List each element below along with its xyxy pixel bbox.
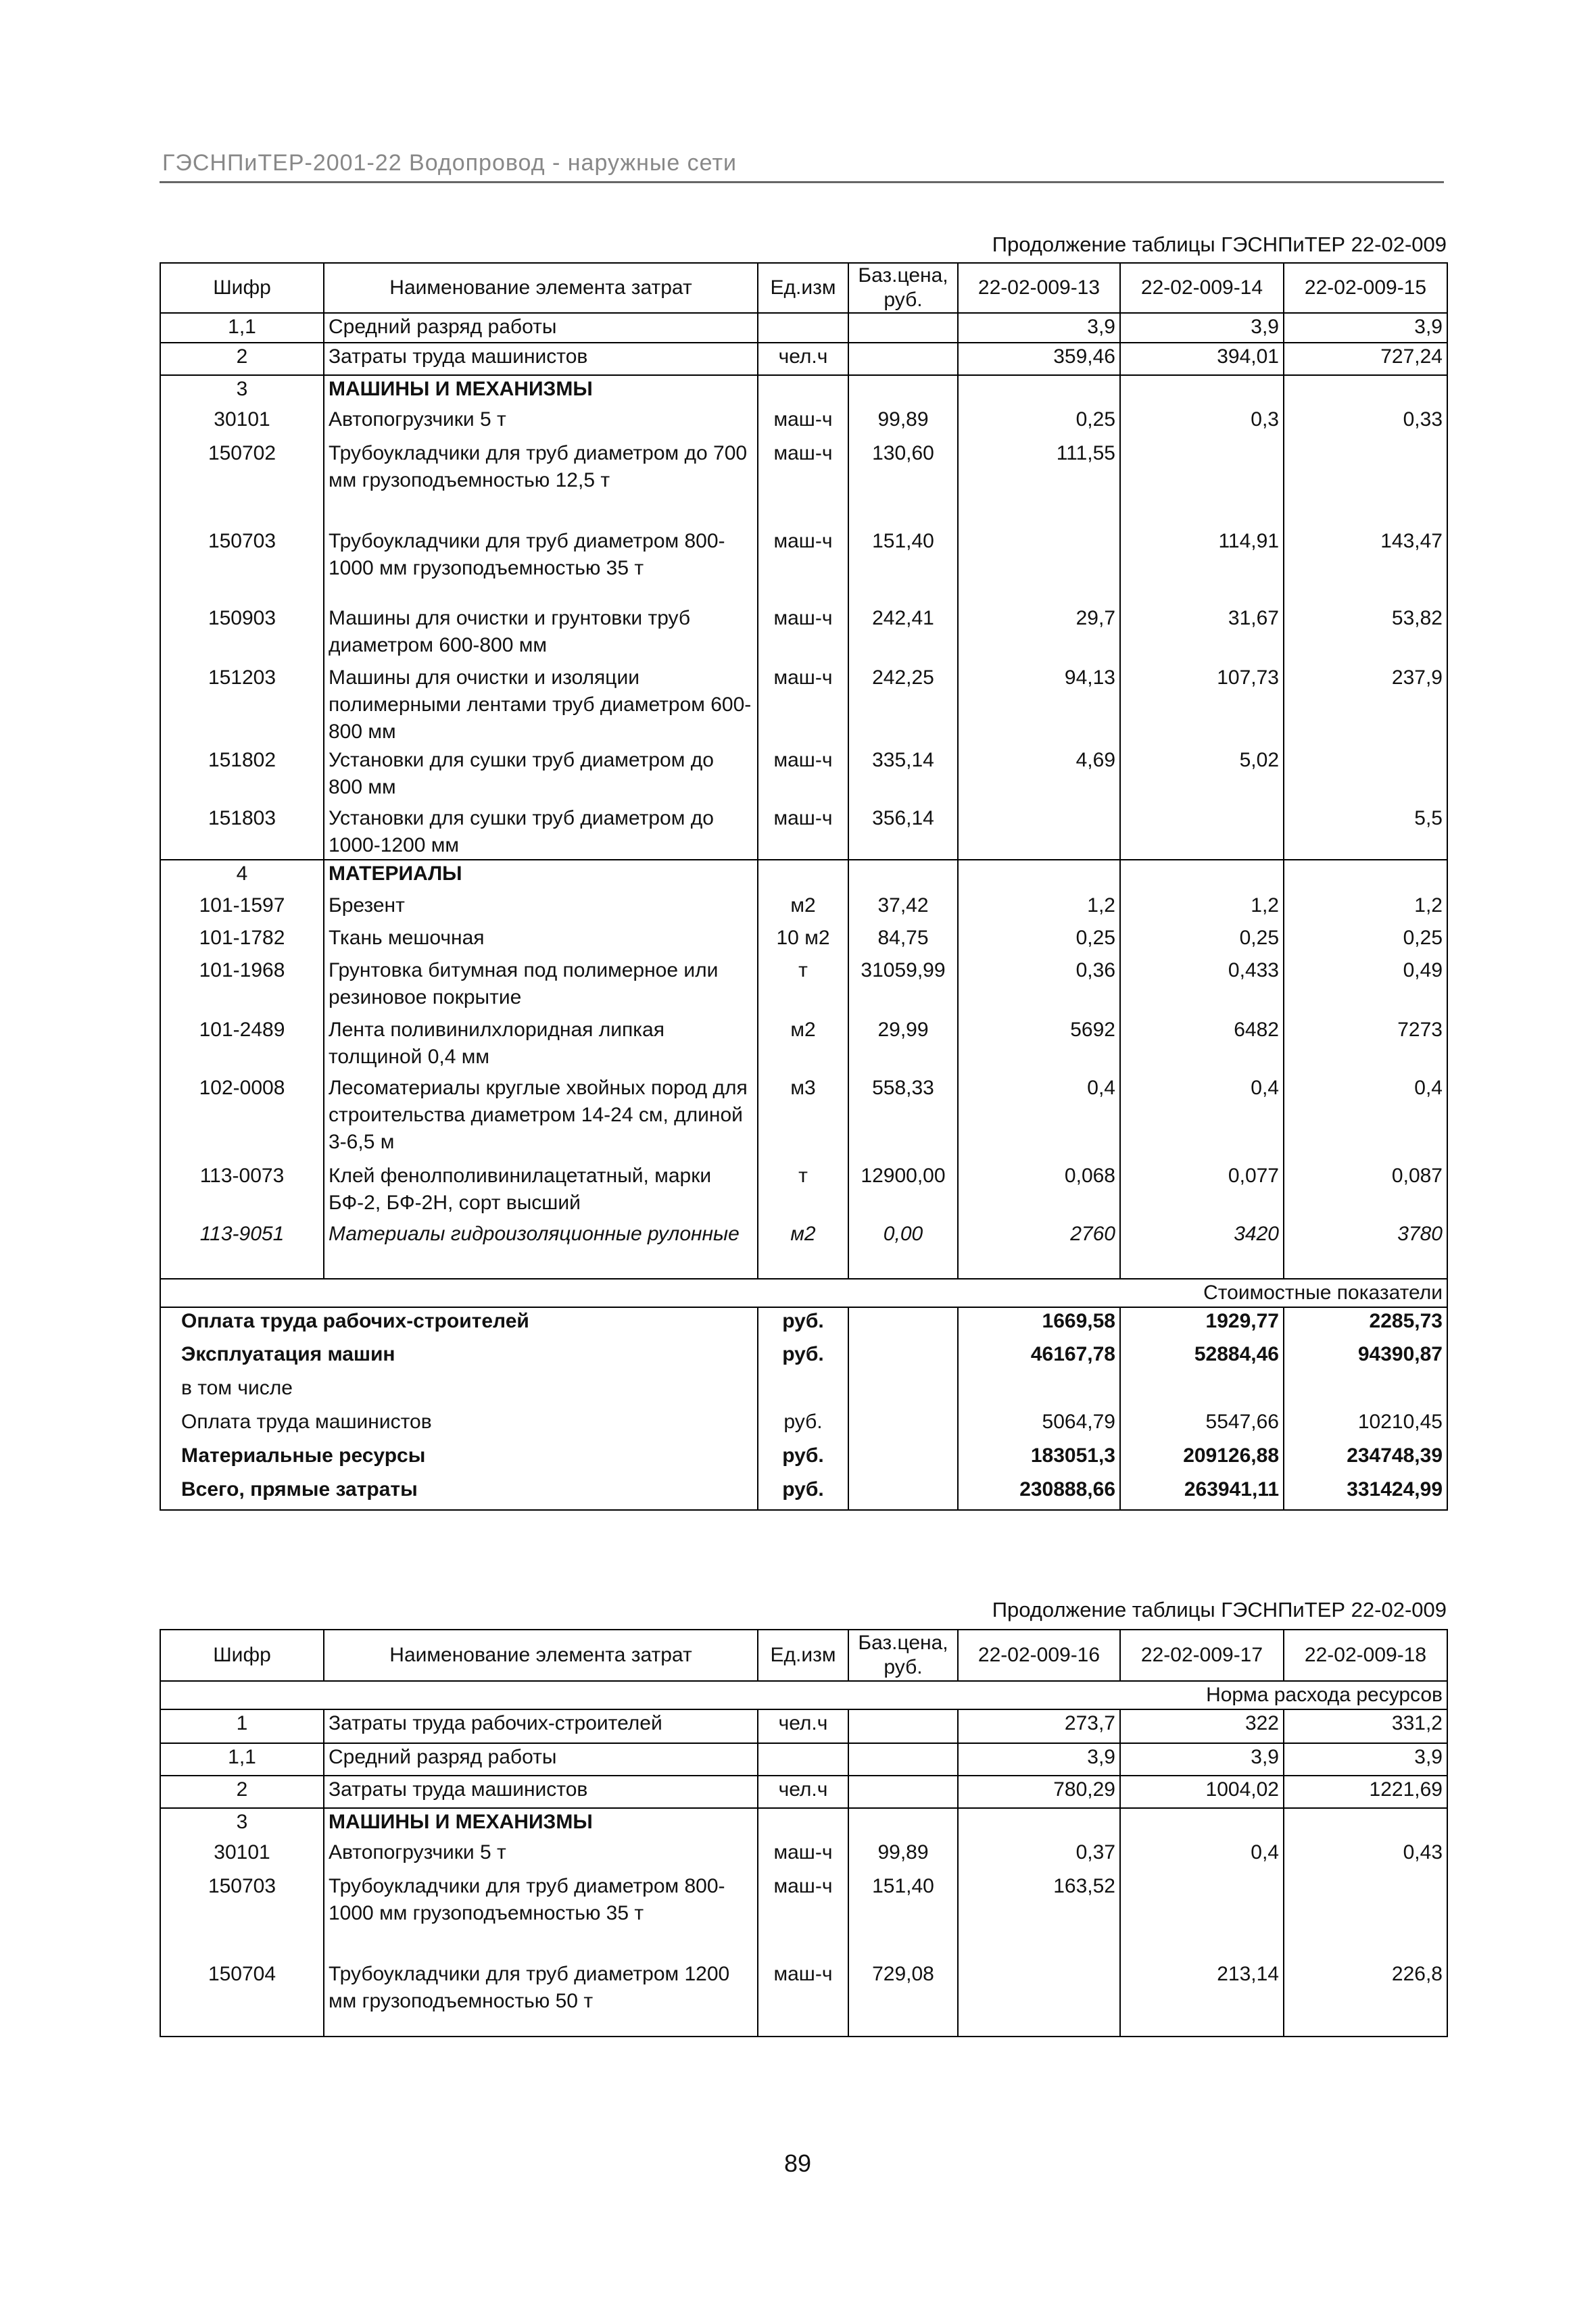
table-cell: МАТЕРИАЛЫ — [324, 860, 758, 892]
table-cell: 114,91 — [1120, 528, 1284, 605]
summary-cell — [848, 1307, 958, 1341]
table-cell: 1221,69 — [1284, 1776, 1447, 1808]
table-cell: 150703 — [160, 1873, 324, 1961]
table-cell: 3420 — [1120, 1221, 1284, 1279]
summary-cell: руб. — [758, 1409, 848, 1442]
table-cell: 101-1968 — [160, 957, 324, 1017]
summary-cell — [758, 1375, 848, 1409]
table-cell — [848, 375, 958, 406]
table-cell: Средний разряд работы — [324, 313, 758, 343]
table-cell: 237,9 — [1284, 664, 1447, 747]
table-cell: 5,5 — [1284, 805, 1447, 860]
table1 — [160, 262, 1448, 1511]
summary-row — [160, 1341, 1447, 1375]
table-cell: 4,69 — [958, 747, 1120, 805]
table-cell: Затраты труда машинистов — [324, 343, 758, 375]
table-row — [160, 747, 1447, 805]
table-cell: Установки для сушки труб диаметром до 1000-1200 мм — [324, 805, 758, 860]
table-cell: маш-ч — [758, 406, 848, 440]
table-row — [160, 1808, 1447, 1839]
table-cell: Затраты труда рабочих-строителей — [324, 1709, 758, 1743]
table-cell — [848, 343, 958, 375]
table-cell: 143,47 — [1284, 528, 1447, 605]
table-cell: 5692 — [958, 1017, 1120, 1075]
summary-cell: руб. — [758, 1307, 848, 1341]
table-cell: м2 — [758, 1221, 848, 1279]
cost-note: Стоимостные показатели — [160, 1279, 1447, 1307]
table-row — [160, 1839, 1447, 1873]
table-cell: 7273 — [1284, 1017, 1447, 1075]
summary-cell: 209126,88 — [1120, 1442, 1284, 1476]
summary-cell: 46167,78 — [958, 1341, 1120, 1375]
table-cell: 150704 — [160, 1961, 324, 2037]
table-row — [160, 664, 1447, 747]
table-cell: 102-0008 — [160, 1075, 324, 1163]
table-cell: 1004,02 — [1120, 1776, 1284, 1808]
table-cell: Трубоукладчики для труб диаметром 800-1000 мм грузоподъемностью 35 т — [324, 528, 758, 605]
column-header: 22-02-009-13 — [958, 263, 1120, 313]
summary-row — [160, 1442, 1447, 1476]
table-row — [160, 528, 1447, 605]
table-row — [160, 1709, 1447, 1743]
column-header: Шифр — [160, 263, 324, 313]
table-cell: 0,433 — [1120, 957, 1284, 1017]
summary-label: Всего, прямые затраты — [160, 1476, 758, 1510]
summary-label: Материальные ресурсы — [160, 1442, 758, 1476]
summary-cell — [1120, 1375, 1284, 1409]
column-header: Баз.цена, руб. — [848, 263, 958, 313]
norm-note: Норма расхода ресурсов — [160, 1681, 1447, 1709]
table-cell: 0,068 — [958, 1163, 1120, 1221]
table-cell: 6482 — [1120, 1017, 1284, 1075]
table-cell: 1,1 — [160, 313, 324, 343]
table-cell — [1120, 375, 1284, 406]
summary-cell — [848, 1409, 958, 1442]
summary-cell — [848, 1442, 958, 1476]
column-header: Ед.изм — [758, 263, 848, 313]
table-cell: Брезент — [324, 892, 758, 925]
table-cell: 12900,00 — [848, 1163, 958, 1221]
table-cell — [958, 1961, 1120, 2037]
document-header: ГЭСНПиТЕР-2001-22 Водопровод - наружные сети — [162, 150, 737, 176]
table-cell: 3,9 — [1284, 1743, 1447, 1776]
summary-cell — [1284, 1375, 1447, 1409]
table-cell — [1284, 747, 1447, 805]
summary-cell: 234748,39 — [1284, 1442, 1447, 1476]
table-cell: 111,55 — [958, 440, 1120, 528]
table-cell — [758, 1743, 848, 1776]
table-cell: 0,43 — [1284, 1839, 1447, 1873]
table-cell — [758, 1808, 848, 1839]
table-cell: 727,24 — [1284, 343, 1447, 375]
table-cell: т — [758, 957, 848, 1017]
table-cell: 1 — [160, 1709, 324, 1743]
table-cell: 0,36 — [958, 957, 1120, 1017]
table-cell: 273,7 — [958, 1709, 1120, 1743]
table-cell: 3 — [160, 375, 324, 406]
table-cell: 322 — [1120, 1709, 1284, 1743]
table2 — [160, 1629, 1448, 2037]
table-cell: 30101 — [160, 1839, 324, 1873]
table-cell: 99,89 — [848, 406, 958, 440]
table-row — [160, 925, 1447, 957]
table-cell: 101-1597 — [160, 892, 324, 925]
table-cell: 151802 — [160, 747, 324, 805]
table-cell: 130,60 — [848, 440, 958, 528]
page-number: 89 — [783, 2149, 812, 2177]
column-header: Наименование элемента затрат — [324, 263, 758, 313]
table-cell: Установки для сушки труб диаметром до 800 мм — [324, 747, 758, 805]
table-cell — [1284, 1808, 1447, 1839]
table-cell: 151,40 — [848, 528, 958, 605]
table1-caption: Продолжение таблицы ГЭСНПиТЕР 22-02-009 — [992, 233, 1447, 256]
table-cell: МАШИНЫ И МЕХАНИЗМЫ — [324, 1808, 758, 1839]
column-header: 22-02-009-18 — [1284, 1630, 1447, 1681]
table-cell: 0,25 — [958, 925, 1120, 957]
summary-cell: 263941,11 — [1120, 1476, 1284, 1510]
table-cell: 3 — [160, 1808, 324, 1839]
table-row — [160, 1961, 1447, 2037]
table-cell: м3 — [758, 1075, 848, 1163]
table-row — [160, 892, 1447, 925]
summary-cell: 52884,46 — [1120, 1341, 1284, 1375]
table-cell: 242,25 — [848, 664, 958, 747]
table-cell: 2 — [160, 343, 324, 375]
table-row — [160, 1873, 1447, 1961]
table-cell: 10 м2 — [758, 925, 848, 957]
table-cell: 163,52 — [958, 1873, 1120, 1961]
table-row — [160, 1743, 1447, 1776]
table-cell: 151803 — [160, 805, 324, 860]
table-cell — [1120, 805, 1284, 860]
table-row — [160, 805, 1447, 860]
summary-cell: 230888,66 — [958, 1476, 1120, 1510]
table-cell: 0,33 — [1284, 406, 1447, 440]
summary-label: Эксплуатация машин — [160, 1341, 758, 1375]
table-cell: чел.ч — [758, 343, 848, 375]
summary-cell: 10210,45 — [1284, 1409, 1447, 1442]
table-cell: Затраты труда машинистов — [324, 1776, 758, 1808]
table-cell — [958, 805, 1120, 860]
table-cell: 101-1782 — [160, 925, 324, 957]
table-cell — [848, 860, 958, 892]
table-cell — [1284, 375, 1447, 406]
table-cell: Трубоукладчики для труб диаметром 800-1000 мм грузоподъемностью 35 т — [324, 1873, 758, 1961]
table-cell: 359,46 — [958, 343, 1120, 375]
summary-cell: руб. — [758, 1476, 848, 1510]
summary-cell: руб. — [758, 1442, 848, 1476]
table-cell: 3780 — [1284, 1221, 1447, 1279]
table-row — [160, 957, 1447, 1017]
summary-row — [160, 1307, 1447, 1341]
table-cell: 3,9 — [1120, 313, 1284, 343]
table-cell: 107,73 — [1120, 664, 1284, 747]
summary-cell — [848, 1375, 958, 1409]
summary-cell: 2285,73 — [1284, 1307, 1447, 1341]
table-cell: Машины для очистки и изоляции полимерными лентами труб диаметром 600-800 мм — [324, 664, 758, 747]
table-row — [160, 1221, 1447, 1279]
table-cell: маш-ч — [758, 1839, 848, 1873]
table-cell — [958, 860, 1120, 892]
table-cell: маш-ч — [758, 747, 848, 805]
table-cell: 0,25 — [958, 406, 1120, 440]
header-rule — [160, 181, 1444, 183]
table-cell: м2 — [758, 1017, 848, 1075]
table-cell: МАШИНЫ И МЕХАНИЗМЫ — [324, 375, 758, 406]
table-row — [160, 440, 1447, 528]
table-cell: 3,9 — [1120, 1743, 1284, 1776]
table-cell: Лесоматериалы круглые хвойных пород для строительства диаметром 14-24 см, длиной 3-6,5 м — [324, 1075, 758, 1163]
table-cell: Грунтовка битумная под полимерное или резиновое покрытие — [324, 957, 758, 1017]
table-cell: маш-ч — [758, 1961, 848, 2037]
table-cell: 3,9 — [1284, 313, 1447, 343]
table-cell: 151,40 — [848, 1873, 958, 1961]
table-cell — [848, 1808, 958, 1839]
column-header: 22-02-009-14 — [1120, 263, 1284, 313]
table-cell: 30101 — [160, 406, 324, 440]
table-cell — [1120, 1808, 1284, 1839]
table-cell: маш-ч — [758, 605, 848, 664]
table-cell — [1120, 1873, 1284, 1961]
table-cell: 99,89 — [848, 1839, 958, 1873]
column-header: 22-02-009-17 — [1120, 1630, 1284, 1681]
table-cell: маш-ч — [758, 805, 848, 860]
table-cell: 0,087 — [1284, 1163, 1447, 1221]
table-cell: маш-ч — [758, 1873, 848, 1961]
summary-label: Оплата труда машинистов — [160, 1409, 758, 1442]
table-cell — [1120, 440, 1284, 528]
table-cell: Машины для очистки и грунтовки труб диаметром 600-800 мм — [324, 605, 758, 664]
table-cell — [758, 860, 848, 892]
table-cell: 0,00 — [848, 1221, 958, 1279]
table-cell: 0,077 — [1120, 1163, 1284, 1221]
summary-cell: 94390,87 — [1284, 1341, 1447, 1375]
table-cell: 0,4 — [1120, 1075, 1284, 1163]
table-cell: 101-2489 — [160, 1017, 324, 1075]
table-cell — [758, 375, 848, 406]
table-cell: 150702 — [160, 440, 324, 528]
summary-cell — [848, 1341, 958, 1375]
table-cell: чел.ч — [758, 1709, 848, 1743]
summary-cell: 1669,58 — [958, 1307, 1120, 1341]
table-cell — [958, 528, 1120, 605]
table-cell — [1284, 440, 1447, 528]
table-cell: 0,37 — [958, 1839, 1120, 1873]
table-row — [160, 1776, 1447, 1808]
table-cell — [848, 1776, 958, 1808]
summary-cell: 1929,77 — [1120, 1307, 1284, 1341]
table-cell — [958, 375, 1120, 406]
column-header: Шифр — [160, 1630, 324, 1681]
column-header: 22-02-009-15 — [1284, 263, 1447, 313]
summary-cell — [958, 1375, 1120, 1409]
table-cell: 31059,99 — [848, 957, 958, 1017]
summary-cell — [848, 1476, 958, 1510]
table-cell: 2 — [160, 1776, 324, 1808]
column-header: 22-02-009-16 — [958, 1630, 1120, 1681]
table-cell: 1,2 — [1120, 892, 1284, 925]
table-cell: 394,01 — [1120, 343, 1284, 375]
summary-row — [160, 1476, 1447, 1510]
table-cell: 4 — [160, 860, 324, 892]
cost-note-row — [160, 1279, 1447, 1307]
table-cell: 1,2 — [958, 892, 1120, 925]
table-cell: 94,13 — [958, 664, 1120, 747]
table-cell — [958, 1808, 1120, 1839]
table-cell — [848, 313, 958, 343]
table-cell: Трубоукладчики для труб диаметром до 700 мм грузоподъемностью 12,5 т — [324, 440, 758, 528]
table-row — [160, 1075, 1447, 1163]
table-cell: 1,1 — [160, 1743, 324, 1776]
table-cell: 29,7 — [958, 605, 1120, 664]
summary-cell: 5064,79 — [958, 1409, 1120, 1442]
table-cell: Лента поливинилхлоридная липкая толщиной 0,4 мм — [324, 1017, 758, 1075]
table-cell: 151203 — [160, 664, 324, 747]
table-cell — [1284, 860, 1447, 892]
summary-cell: 331424,99 — [1284, 1476, 1447, 1510]
table-cell: 729,08 — [848, 1961, 958, 2037]
summary-row — [160, 1409, 1447, 1442]
table-cell: Клей фенолполивинилацетатный, марки БФ-2, БФ-2Н, сорт высший — [324, 1163, 758, 1221]
table-cell: Средний разряд работы — [324, 1743, 758, 1776]
table-cell: 331,2 — [1284, 1709, 1447, 1743]
table-cell: 213,14 — [1120, 1961, 1284, 2037]
summary-cell: 183051,3 — [958, 1442, 1120, 1476]
table-cell: Автопогрузчики 5 т — [324, 1839, 758, 1873]
table-cell: 31,67 — [1120, 605, 1284, 664]
table-cell: 29,99 — [848, 1017, 958, 1075]
table-cell: 3,9 — [958, 313, 1120, 343]
table-row — [160, 343, 1447, 375]
table-cell: 5,02 — [1120, 747, 1284, 805]
table-cell: чел.ч — [758, 1776, 848, 1808]
table-cell: т — [758, 1163, 848, 1221]
table-cell: 113-9051 — [160, 1221, 324, 1279]
table-cell: маш-ч — [758, 528, 848, 605]
summary-label: Оплата труда рабочих-строителей — [160, 1307, 758, 1341]
table-cell — [848, 1743, 958, 1776]
table-cell: 780,29 — [958, 1776, 1120, 1808]
table-row — [160, 406, 1447, 440]
table-header-row — [160, 263, 1447, 313]
summary-cell: 5547,66 — [1120, 1409, 1284, 1442]
table-cell: 226,8 — [1284, 1961, 1447, 2037]
table-cell: 150903 — [160, 605, 324, 664]
norm-note-row — [160, 1681, 1447, 1709]
table-cell: 0,49 — [1284, 957, 1447, 1017]
table-cell: 0,4 — [958, 1075, 1120, 1163]
summary-label: в том числе — [160, 1375, 758, 1409]
table-cell: 1,2 — [1284, 892, 1447, 925]
table-cell: Автопогрузчики 5 т — [324, 406, 758, 440]
column-header: Ед.изм — [758, 1630, 848, 1681]
summary-row — [160, 1375, 1447, 1409]
table-cell — [1120, 860, 1284, 892]
table-cell — [848, 1709, 958, 1743]
table-cell: 113-0073 — [160, 1163, 324, 1221]
table-cell: Ткань мешочная — [324, 925, 758, 957]
summary-cell: руб. — [758, 1341, 848, 1375]
table-cell: 0,4 — [1120, 1839, 1284, 1873]
table-row — [160, 375, 1447, 406]
table2-caption: Продолжение таблицы ГЭСНПиТЕР 22-02-009 — [992, 1598, 1447, 1622]
table-cell: Материалы гидроизоляционные рулонные — [324, 1221, 758, 1279]
table-cell: 0,3 — [1120, 406, 1284, 440]
table-cell: м2 — [758, 892, 848, 925]
table-cell: Трубоукладчики для труб диаметром 1200 мм грузоподъемностью 50 т — [324, 1961, 758, 2037]
table-row — [160, 860, 1447, 892]
table-cell: 53,82 — [1284, 605, 1447, 664]
table-cell: 356,14 — [848, 805, 958, 860]
table-cell — [1284, 1873, 1447, 1961]
table-cell: 150703 — [160, 528, 324, 605]
table-cell: маш-ч — [758, 664, 848, 747]
table-row — [160, 1017, 1447, 1075]
table-cell: 0,25 — [1120, 925, 1284, 957]
column-header: Баз.цена, руб. — [848, 1630, 958, 1681]
column-header: Наименование элемента затрат — [324, 1630, 758, 1681]
table-row — [160, 313, 1447, 343]
table-cell: 242,41 — [848, 605, 958, 664]
table-cell — [758, 313, 848, 343]
table-cell: 3,9 — [958, 1743, 1120, 1776]
table-cell: 335,14 — [848, 747, 958, 805]
table-cell: 2760 — [958, 1221, 1120, 1279]
table-header-row — [160, 1630, 1447, 1681]
table-cell: 37,42 — [848, 892, 958, 925]
table-row — [160, 605, 1447, 664]
table-cell: маш-ч — [758, 440, 848, 528]
table-cell: 0,4 — [1284, 1075, 1447, 1163]
table-cell: 0,25 — [1284, 925, 1447, 957]
table-cell: 558,33 — [848, 1075, 958, 1163]
table-row — [160, 1163, 1447, 1221]
table-cell: 84,75 — [848, 925, 958, 957]
